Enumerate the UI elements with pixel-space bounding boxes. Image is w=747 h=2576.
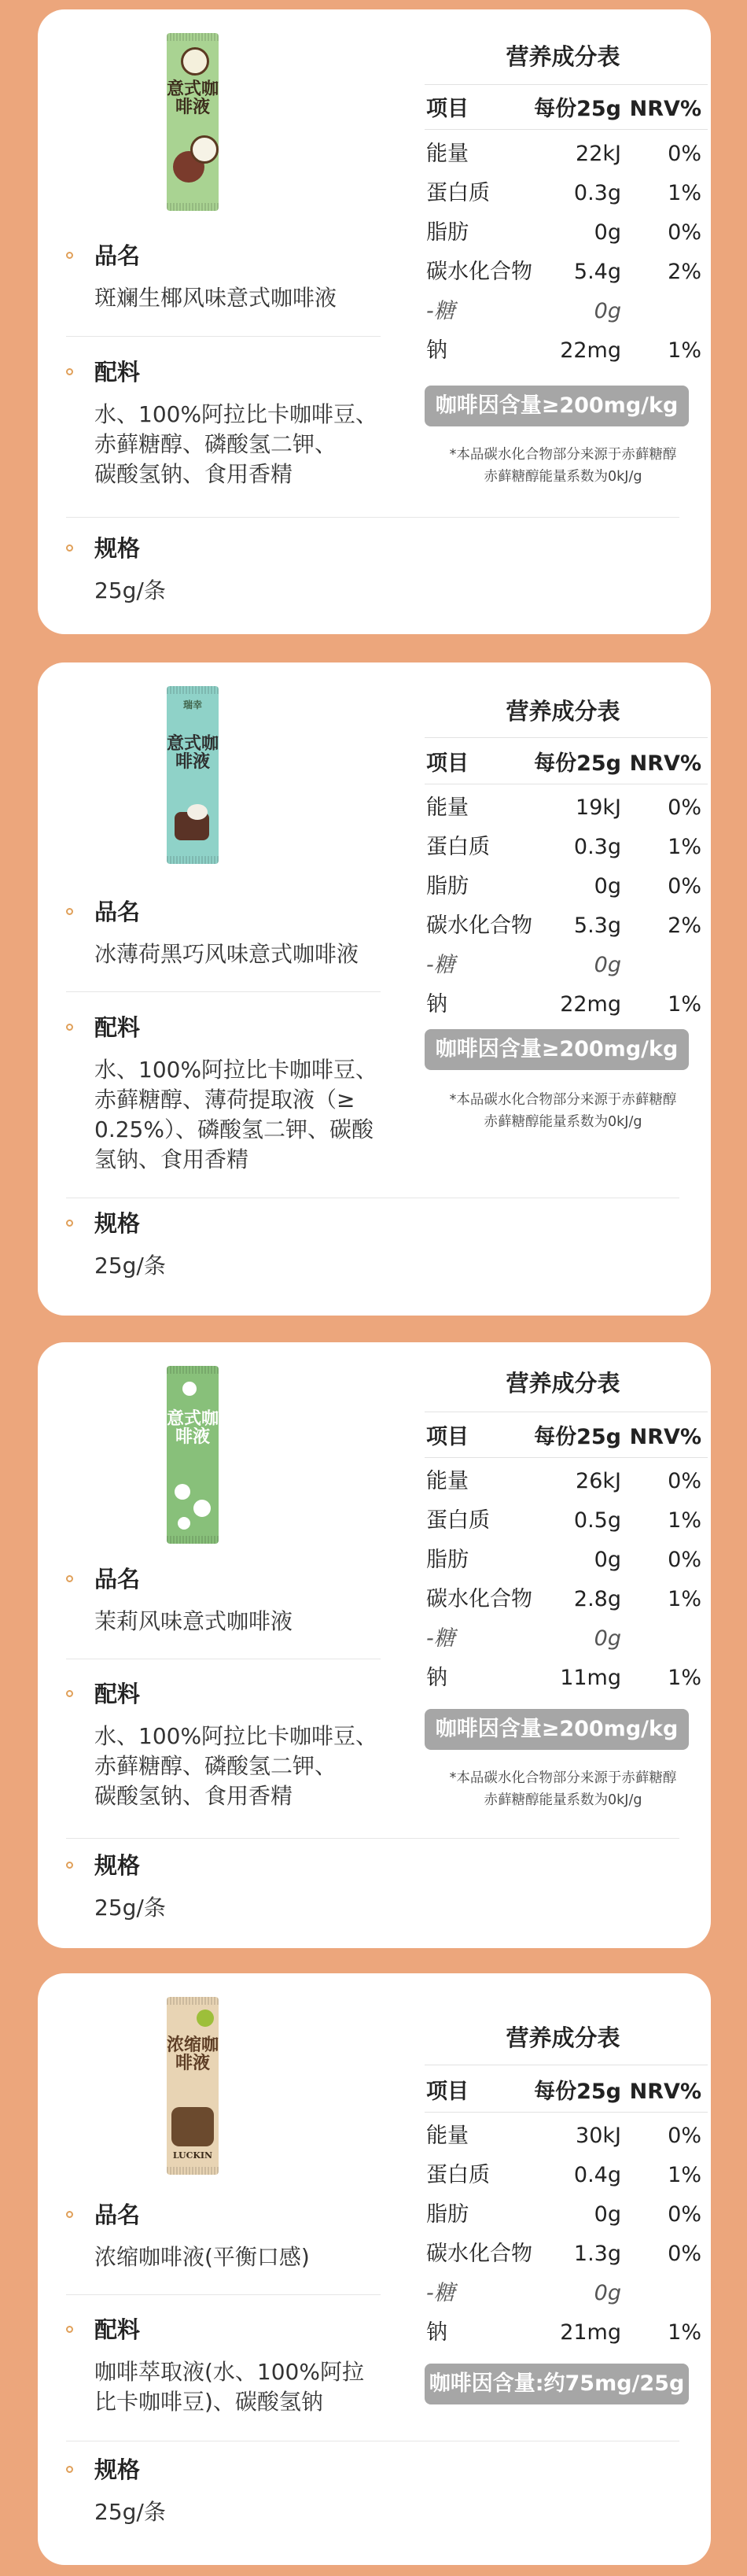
product-name: 冰薄荷黑巧风味意式咖啡液: [94, 941, 359, 967]
table-row: 钠 22mg 1%: [426, 992, 701, 1017]
table-row: 蛋白质 0.3g 1%: [426, 835, 701, 859]
spec-label: 规格: [94, 1852, 141, 1879]
ingredients-label: 配料: [94, 2316, 141, 2343]
bullet-dot-icon: [66, 2326, 73, 2333]
footnote: *本品碳水化合物部分来源于赤藓糖醇 赤藓糖醇能量系数为0kJ/g: [449, 447, 677, 485]
spec-value: 25g/条: [94, 1253, 166, 1279]
nutrition-title: 营养成分表: [506, 43, 620, 70]
ingredients-label: 配料: [94, 1014, 141, 1041]
name-label: 品名: [94, 1566, 141, 1592]
table-row: 脂肪 0g 0%: [426, 2202, 701, 2227]
nutrition-title: 营养成分表: [506, 698, 620, 725]
product-card: [38, 9, 711, 634]
nutrition-table: [415, 1973, 711, 2565]
bullet-dot-icon: [66, 1220, 73, 1227]
nutrition-table: [415, 662, 711, 1316]
ingredients-label: 配料: [94, 359, 141, 386]
table-header-row: 项目 每份25g NRV%: [426, 2080, 701, 2104]
table-row: 蛋白质 0.5g 1%: [426, 1508, 701, 1533]
product-name: 茉莉风味意式咖啡液: [94, 1608, 293, 1634]
table-row: 钠 21mg 1%: [426, 2320, 701, 2345]
table-row: 蛋白质 0.4g 1%: [426, 2163, 701, 2187]
bullet-dot-icon: [66, 252, 73, 259]
table-row: 脂肪 0g 0%: [426, 220, 701, 245]
table-header-row: 项目 每份25g NRV%: [426, 97, 701, 121]
table-row: 钠 22mg 1%: [426, 338, 701, 363]
spec-label: 规格: [94, 535, 141, 562]
spec-label: 规格: [94, 2456, 141, 2483]
ingredients-text: 水、100%阿拉比卡咖啡豆、 赤藓糖醇、磷酸氢二钾、 碳酸氢钠、食用香精: [94, 1723, 378, 1809]
table-header-row: 项目 每份25g NRV%: [426, 751, 701, 776]
table-row: 钠 11mg 1%: [426, 1666, 701, 1690]
product-name: 斑斓生椰风味意式咖啡液: [94, 285, 337, 311]
table-row: 脂肪 0g 0%: [426, 874, 701, 899]
spec-label: 规格: [94, 1210, 141, 1237]
product-pack-image: 浓缩咖啡液 LUCKIN: [167, 1997, 219, 2175]
table-header-row: 项目 每份25g NRV%: [426, 1425, 701, 1449]
caffeine-badge: 咖啡因含量≥200mg/kg: [425, 1029, 689, 1070]
bullet-dot-icon: [66, 2466, 73, 2473]
name-label: 品名: [94, 2201, 141, 2228]
product-pack-image: 意式咖啡液: [167, 1366, 219, 1544]
product-card: [38, 662, 711, 1316]
product-pack-image: 瑞幸 意式咖啡液: [167, 686, 219, 864]
nutrition-title: 营养成分表: [506, 1370, 620, 1397]
table-row: 碳水化合物 5.4g 2%: [426, 260, 701, 284]
bullet-dot-icon: [66, 544, 73, 552]
bullet-dot-icon: [66, 1690, 73, 1697]
spec-value: 25g/条: [94, 1895, 166, 1921]
table-row: 能量 22kJ 0%: [426, 142, 701, 166]
bullet-dot-icon: [66, 1862, 73, 1869]
footnote: *本品碳水化合物部分来源于赤藓糖醇 赤藓糖醇能量系数为0kJ/g: [449, 1770, 677, 1808]
bullet-dot-icon: [66, 2211, 73, 2218]
ingredients-text: 咖啡萃取液(水、100%阿拉 比卡咖啡豆)、碳酸氢钠: [94, 2359, 364, 2415]
caffeine-badge: 咖啡因含量:约75mg/25g: [425, 2364, 689, 2404]
table-row: -糖 0g: [426, 953, 621, 977]
table-row: 碳水化合物 1.3g 0%: [426, 2242, 701, 2266]
table-row: 能量 19kJ 0%: [426, 795, 701, 820]
nutrition-title: 营养成分表: [506, 2024, 620, 2051]
product-pack-image: 意式咖啡液: [167, 33, 219, 211]
ingredients-label: 配料: [94, 1681, 141, 1707]
caffeine-badge: 咖啡因含量≥200mg/kg: [425, 1709, 689, 1750]
spec-value: 25g/条: [94, 578, 166, 603]
bullet-dot-icon: [66, 1575, 73, 1582]
product-card: [38, 1342, 711, 1948]
nutrition-table: [415, 1342, 711, 1948]
table-row: 脂肪 0g 0%: [426, 1548, 701, 1572]
table-row: 蛋白质 0.3g 1%: [426, 181, 701, 205]
footnote: *本品碳水化合物部分来源于赤藓糖醇 赤藓糖醇能量系数为0kJ/g: [449, 1092, 677, 1130]
table-row: 能量 30kJ 0%: [426, 2124, 701, 2148]
product-card: [38, 1973, 711, 2565]
ingredients-text: 水、100%阿拉比卡咖啡豆、 赤藓糖醇、薄荷提取液（≥ 0.25%）、磷酸氢二钾、碳酸 氢钠、食用香精: [94, 1057, 378, 1172]
name-label: 品名: [94, 242, 141, 269]
ingredients-text: 水、100%阿拉比卡咖啡豆、 赤藓糖醇、磷酸氢二钾、 碳酸氢钠、食用香精: [94, 401, 378, 487]
bullet-dot-icon: [66, 368, 73, 375]
bullet-dot-icon: [66, 1024, 73, 1031]
table-row: -糖 0g: [426, 2281, 621, 2305]
spec-value: 25g/条: [94, 2499, 166, 2525]
table-row: 碳水化合物 5.3g 2%: [426, 913, 701, 938]
product-name: 浓缩咖啡液(平衡口感): [94, 2244, 310, 2270]
table-row: -糖 0g: [426, 299, 621, 323]
table-row: 碳水化合物 2.8g 1%: [426, 1587, 701, 1611]
table-row: 能量 26kJ 0%: [426, 1469, 701, 1493]
nutrition-table: [415, 9, 711, 634]
table-row: -糖 0g: [426, 1626, 621, 1651]
caffeine-badge: 咖啡因含量≥200mg/kg: [425, 386, 689, 426]
bullet-dot-icon: [66, 908, 73, 915]
name-label: 品名: [94, 899, 141, 925]
